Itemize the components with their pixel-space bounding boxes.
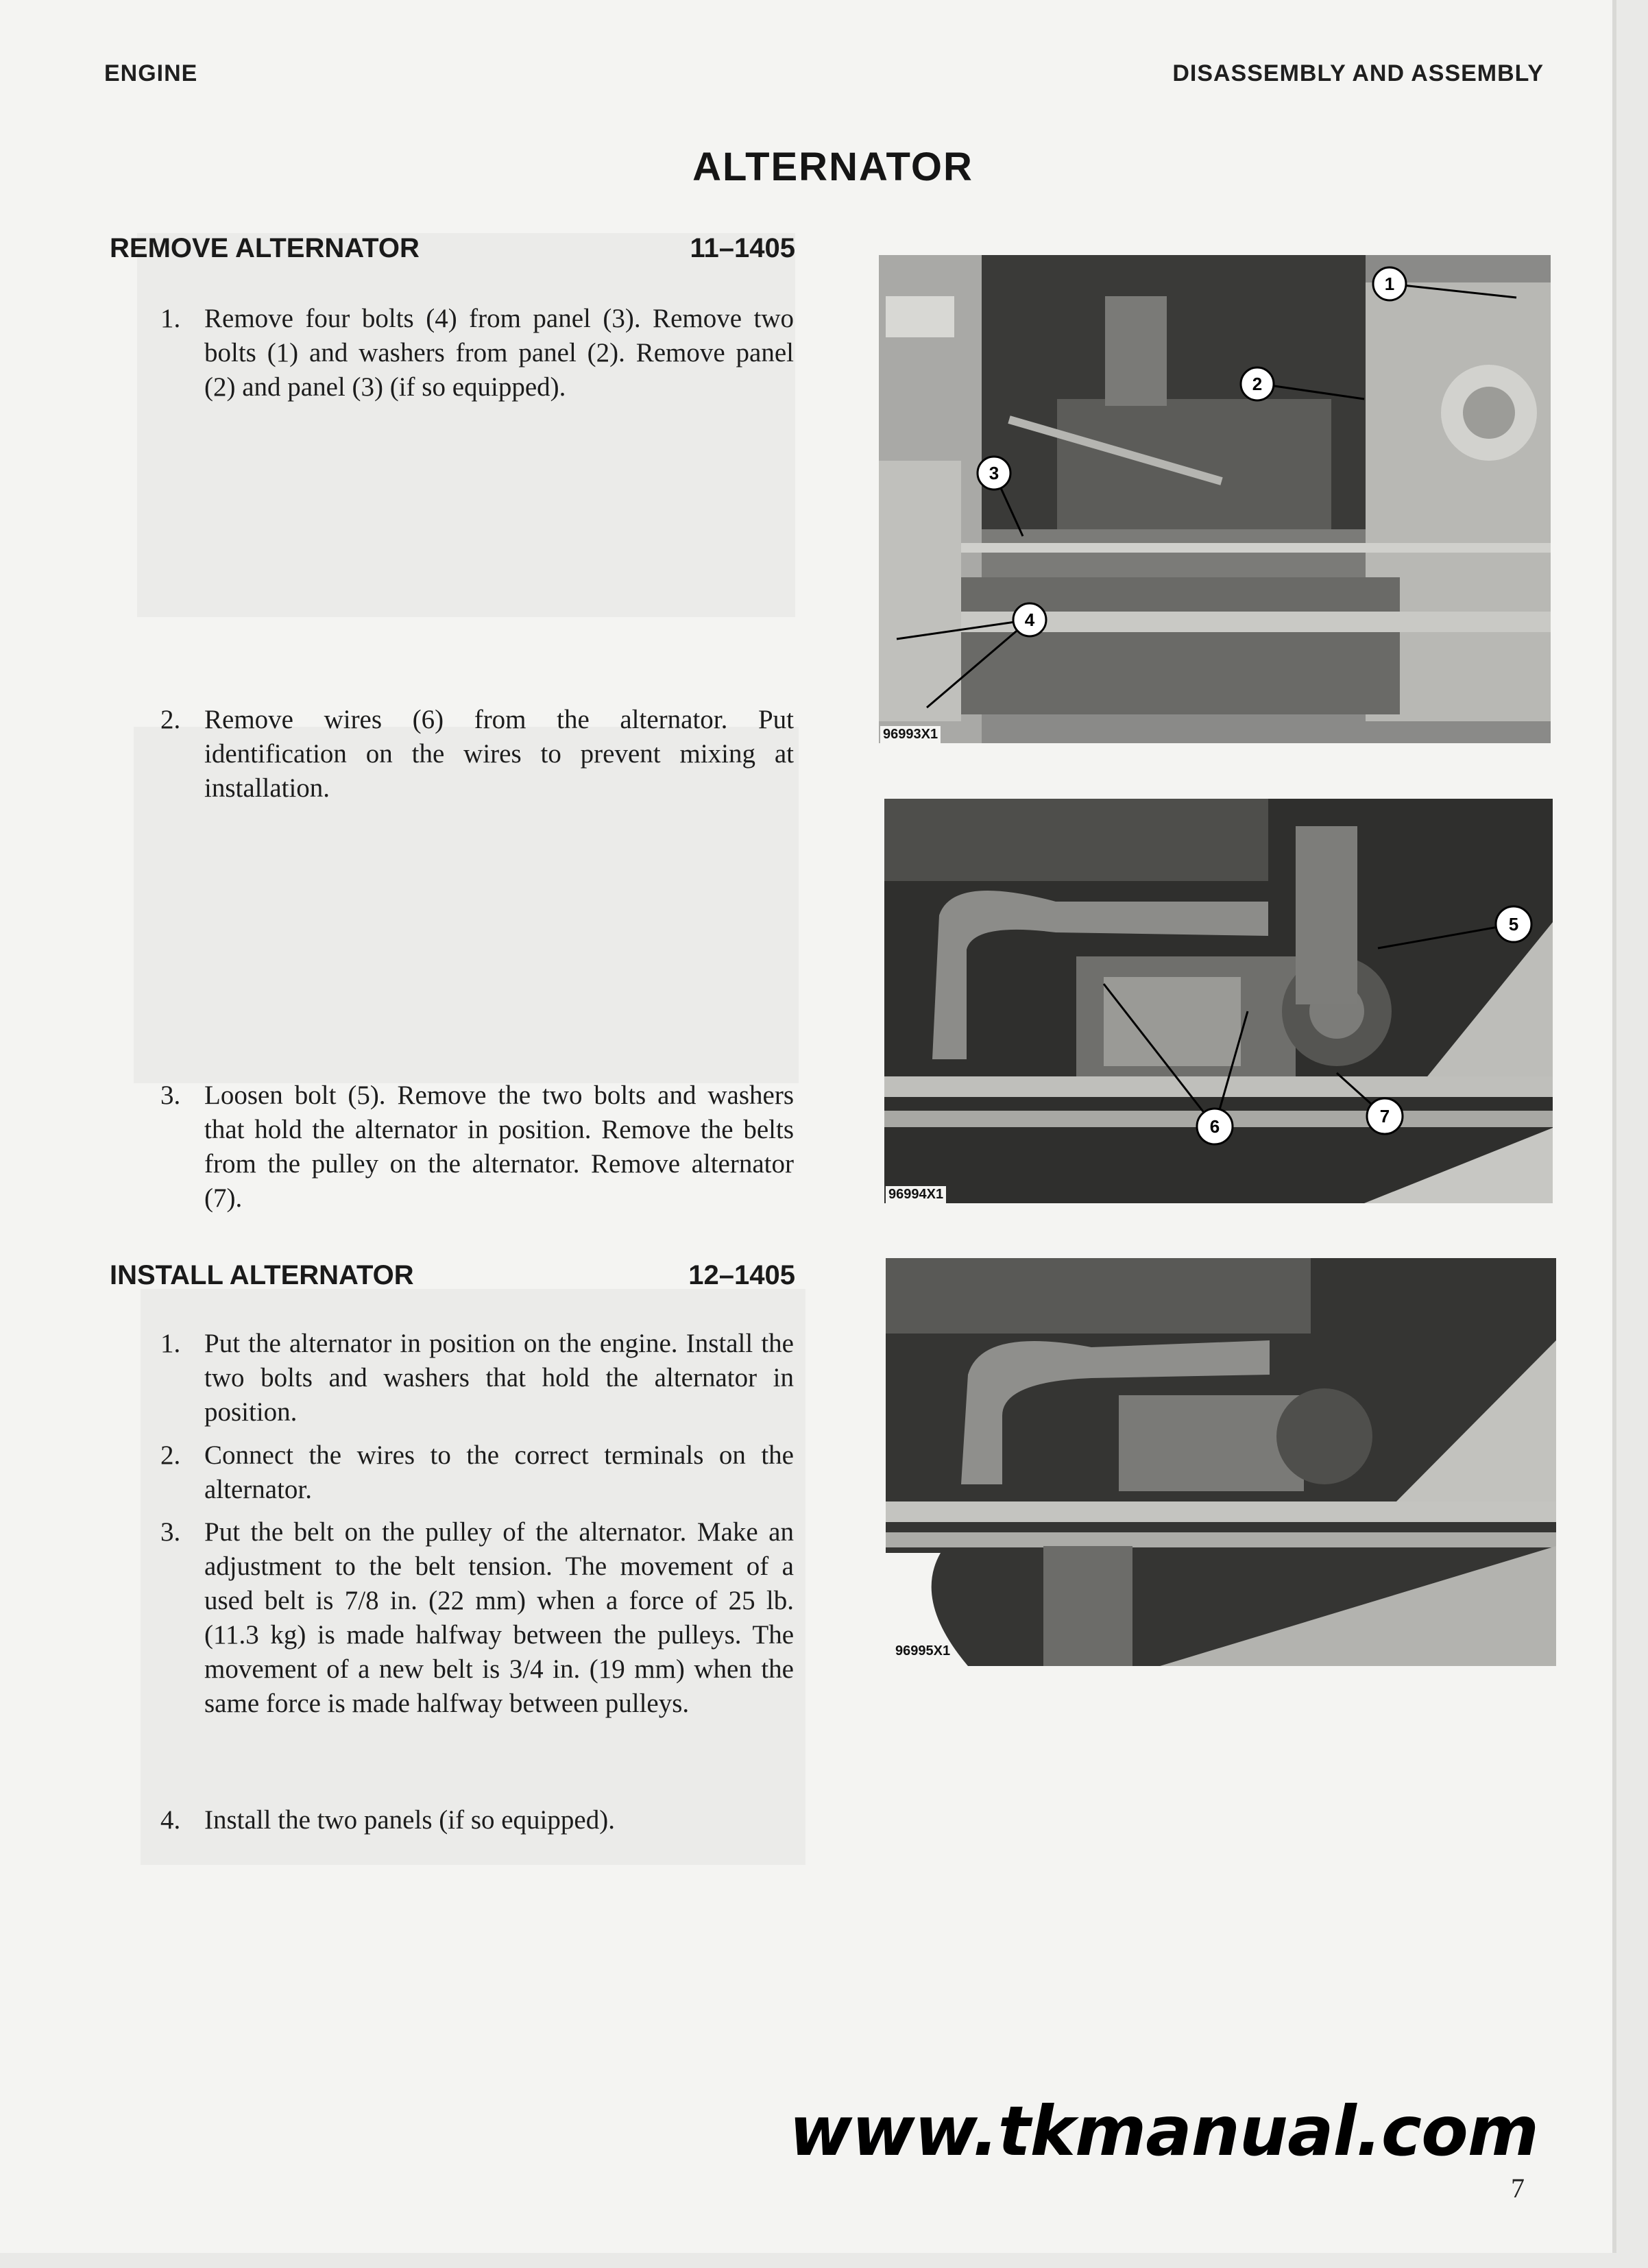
install-heading: INSTALL ALTERNATOR <box>110 1260 414 1290</box>
figure-alternator-wiring-photo <box>884 799 1553 1203</box>
step-text: Install the two panels (if so equipped). <box>204 1805 615 1835</box>
callout-6: 6 <box>1209 1116 1220 1137</box>
remove-code: 11–1405 <box>690 233 795 263</box>
step-text: Remove four bolts (4) from panel (3). Remove two bolts (1) and washers from panel (2). Remove panel (2) and panel (3) (if so equipped). <box>204 304 794 402</box>
install-step-1 <box>160 1327 794 1429</box>
install-step-4 <box>160 1803 794 1837</box>
figure-2-caption: 96994X1 <box>886 1186 946 1203</box>
header-section-right: DISASSEMBLY AND ASSEMBLY <box>1172 60 1544 86</box>
callout-2: 2 <box>1252 374 1263 394</box>
watermark-url: www.tkmanual.com <box>788 2091 1538 2171</box>
figure-panel-removal-photo <box>879 255 1551 743</box>
page-title: ALTERNATOR <box>692 145 973 189</box>
page-number: 7 <box>1511 2173 1525 2204</box>
callout-1: 1 <box>1384 274 1395 294</box>
step-text: Put the alternator in position on the engine. Install the two bolts and washers that hold the alternator in position. <box>204 1329 794 1427</box>
figure-alternator-installed-photo <box>886 1258 1556 1666</box>
install-step-2 <box>160 1438 794 1507</box>
figure-3-caption: 96995X1 <box>895 1643 951 1658</box>
remove-heading-row <box>110 233 795 264</box>
step-text: Remove wires (6) from the alternator. Put identification on the wires to prevent mixing at installation. <box>204 705 794 803</box>
step-number: 4. <box>160 1805 181 1835</box>
callout-7: 7 <box>1379 1106 1390 1126</box>
step-text: Connect the wires to the correct terminals on the alternator. <box>204 1440 794 1504</box>
install-code: 12–1405 <box>688 1260 795 1290</box>
step-text: Put the belt on the pulley of the alternator. Make an adjustment to the belt tension. The movement of a used belt is 7/8 in. (22 mm) when a force of 25 lb. (11.3 kg) is made halfway between the pulleys. The movement of a new belt is 3/4 in. (19 mm) when the same force is made halfway between pulleys. <box>204 1517 794 1718</box>
install-heading-row <box>110 1260 795 1291</box>
remove-step-2 <box>160 703 794 806</box>
remove-heading: REMOVE ALTERNATOR <box>110 233 420 263</box>
remove-step-3 <box>160 1078 794 1216</box>
callout-3: 3 <box>989 463 999 483</box>
step-number: 1. <box>160 1329 181 1358</box>
remove-step-1 <box>160 302 794 405</box>
bleed-through-shadow <box>137 233 795 617</box>
figure-1-caption: 96993X1 <box>880 726 941 743</box>
step-number: 3. <box>160 1081 181 1110</box>
step-number: 2. <box>160 705 181 734</box>
step-number: 1. <box>160 304 181 333</box>
step-text: Loosen bolt (5). Remove the two bolts and washers that hold the alternator in position. Remove the belts from the pulley on the alternator. Remove alternator (7). <box>204 1081 794 1213</box>
callout-4: 4 <box>1024 610 1035 630</box>
header-section-left: ENGINE <box>104 60 198 86</box>
step-number: 3. <box>160 1517 181 1547</box>
install-step-3 <box>160 1515 794 1721</box>
step-number: 2. <box>160 1440 181 1470</box>
callout-5: 5 <box>1508 914 1519 934</box>
